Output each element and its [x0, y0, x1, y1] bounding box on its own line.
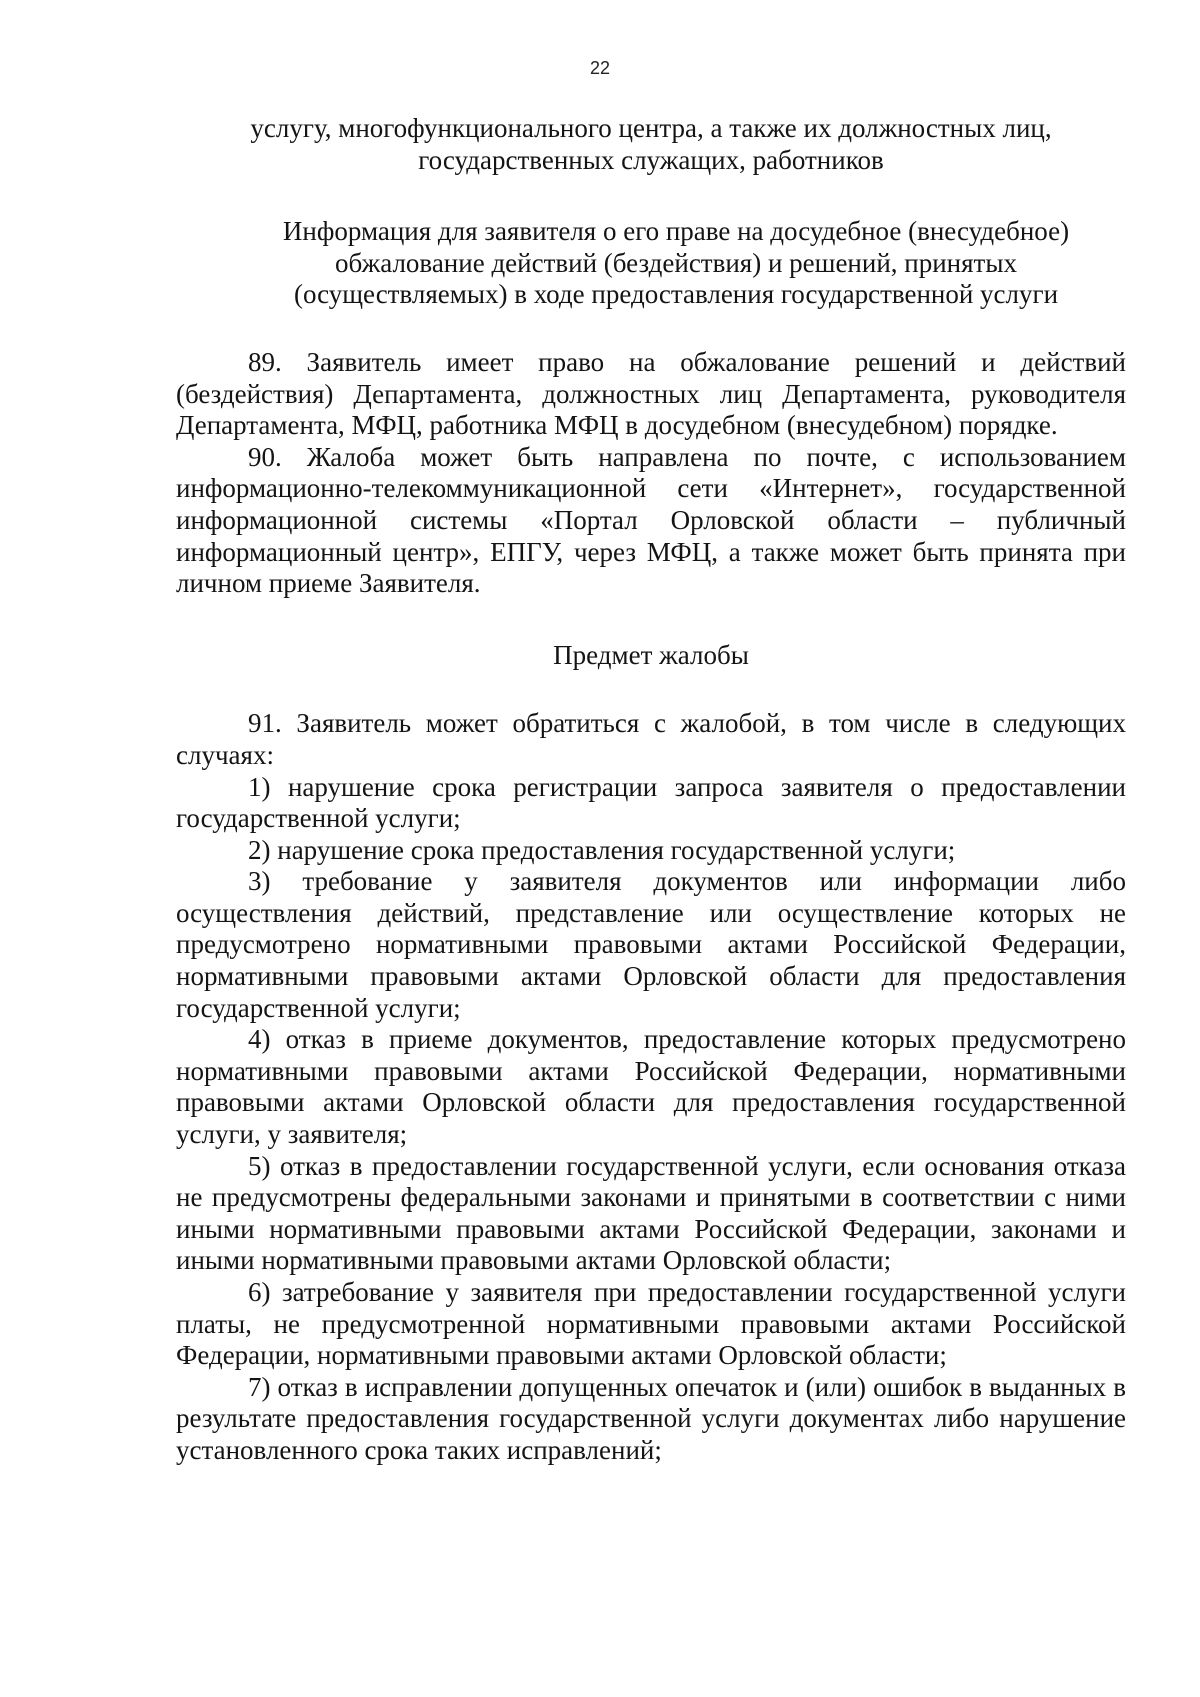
section-title-line: (осуществляемых) в ходе предоставления государственной услуги — [293, 279, 1059, 310]
case-item: 2) нарушение срока предоставления государственной услуги; — [248, 834, 956, 865]
paragraph-90: 90. Жалоба может быть направлена по почте, с использованием информационно-телекоммуникационной сети «Интернет», государственной информационной системы «Портал Орловской области – публичный информационный центр», ЕПГУ, через МФЦ, а также может быть принята при личном приеме Заявителя. — [176, 441, 1126, 599]
case-item: 5) отказ в предоставлении государственной услуги, если основания отказа не предусмотрены федеральными законами и принятыми в соответствии с ними иными нормативными правовыми актами Российской Федерации, законами и иными нормативными правовыми актами Орловской области; — [176, 1150, 1126, 1276]
document-body — [176, 113, 1126, 1467]
case-item: 3) требование у заявителя документов или информации либо осуществления действий, представление или осуществление которых не предусмотрено нормативными правовыми актами Российской Федерации, нормативными правовыми актами Орловской области для предоставления государственной услуги; — [176, 866, 1126, 1023]
section-title-line: обжалование действий (бездействия) и решений, принятых — [335, 247, 1017, 278]
heading-continuation-line: государственных служащих, работников — [418, 144, 884, 175]
page-number: 22 — [589, 58, 611, 78]
subject-title: Предмет жалобы — [553, 639, 749, 670]
heading-continuation-line: услугу, многофункционального центра, а также их должностных лиц, — [250, 113, 1052, 143]
case-item: 6) затребование у заявителя при предоставлении государственной услуги платы, не предусмотренной нормативными правовыми актами Российской Федерации, нормативными правовыми актами Орловской области; — [176, 1277, 1126, 1371]
case-item: 4) отказ в приеме документов, предоставление которых предусмотрено нормативными правовыми актами Российской Федерации, нормативными правовыми актами Орловской области для предоставления государственной услуги, у заявителя; — [176, 1024, 1126, 1150]
case-item: 7) отказ в исправлении допущенных опечаток и (или) ошибок в выданных в результате предоставления государственной услуги документах либо нарушение установленного срока таких исправлений; — [176, 1371, 1126, 1465]
paragraph-91: 91. Заявитель может обратиться с жалобой, в том числе в следующих случаях: — [176, 708, 1126, 770]
section-title — [226, 216, 1126, 311]
case-item: 1) нарушение срока регистрации запроса заявителя о предоставлении государственной услуги; — [176, 771, 1126, 834]
paragraph-89: 89. Заявитель имеет право на обжалование решений и действий (бездействия) Департамента, должностных лиц Департамента, руководителя Департамента, МФЦ, работника МФЦ в досудебном (внесудебном) порядке. — [176, 346, 1126, 441]
section-title-line: Информация для заявителя о его праве на досудебное (внесудебное) — [282, 216, 1070, 247]
heading-continuation — [176, 113, 1126, 176]
